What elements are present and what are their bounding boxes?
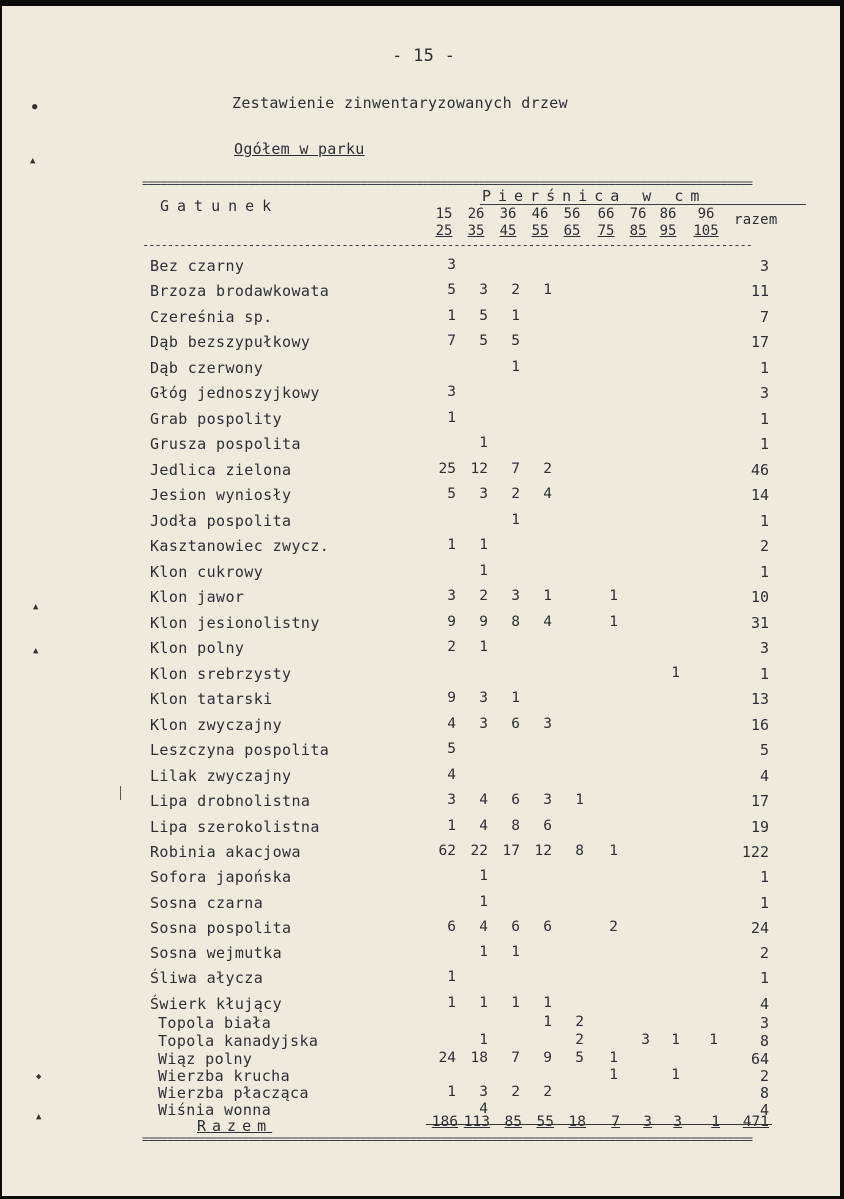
range-start: 46 [531,206,549,222]
count-cell: 7 [511,461,520,477]
species-name: Klon jawor [150,588,245,606]
count-cell: 1 [447,818,456,834]
count-cell: 1 [447,995,456,1011]
species-name: Jodła pospolita [150,512,292,530]
species-name: Grusza pospolita [150,435,301,453]
row-total: 3 [759,257,769,275]
species-name: Czereśnia sp. [150,308,273,326]
species-name: Wierzba krucha [158,1067,291,1085]
count-cell: 8 [511,818,520,834]
species-name: Lilak zwyczajny [150,767,292,785]
row-total: 10 [750,588,769,606]
count-cell: 9 [447,614,456,630]
count-cell: 1 [479,995,488,1011]
row-total: 46 [750,461,769,479]
count-cell: 24 [438,1050,456,1066]
count-cell: 3 [479,716,488,732]
count-cell: 3 [447,257,456,273]
range-end: 65 [563,223,581,239]
range-start: 96 [697,206,715,222]
header-bottom-rule: -------------------------------------------------------------------------------------------------- [142,238,753,252]
count-cell: 22 [470,843,488,859]
count-cell: 3 [543,716,552,732]
species-name: Głóg jednoszyjkowy [150,384,320,402]
range-end: 75 [597,223,615,239]
count-cell: 6 [447,919,456,935]
row-total: 19 [750,818,769,836]
species-name: Topola biała [158,1014,272,1032]
count-cell: 1 [447,308,456,324]
count-cell: 2 [511,282,520,298]
species-name: Klon zwyczajny [150,716,283,734]
row-total: 17 [750,333,769,351]
count-cell: 1 [543,282,552,298]
count-cell: 1 [609,1050,618,1066]
count-cell: 1 [671,665,680,681]
column-total: 1 [711,1114,720,1130]
row-total: 1 [759,512,769,530]
species-name: Dąb bezszypułkowy [150,333,311,351]
row-total: 2 [759,1067,769,1085]
margin-dot: ● [32,102,38,112]
species-name: Kasztanowiec zwycz. [150,537,330,555]
range-start: 56 [563,206,581,222]
count-cell: 5 [511,333,520,349]
count-cell: 5 [447,741,456,757]
range-start: 26 [467,206,485,222]
species-name: Sosna czarna [150,894,264,912]
count-cell: 2 [609,919,618,935]
count-cell: 2 [543,461,552,477]
count-cell: 2 [479,588,488,604]
species-name: Świerk kłujący [150,995,283,1013]
species-name: Wiąz polny [158,1050,253,1068]
count-cell: 1 [511,690,520,706]
count-cell: 1 [479,894,488,910]
margin-dot: ▲ [30,156,36,166]
count-cell: 1 [609,588,618,604]
count-cell: 1 [479,563,488,579]
bottom-double-rule: ================================================================================================== [142,1132,753,1146]
column-total: 113 [463,1114,490,1130]
count-cell: 1 [447,1084,456,1100]
species-name: Sofora japońska [150,868,292,886]
row-total: 24 [750,919,769,937]
range-start: 76 [629,206,647,222]
margin-dot: ◆ [36,1072,42,1082]
column-total: 18 [568,1114,586,1130]
row-total: 4 [759,1101,769,1119]
range-end: 25 [435,223,453,239]
species-name: Wiśnia wonna [158,1101,272,1119]
count-cell: 4 [479,792,488,808]
species-name: Klon tatarski [150,690,273,708]
count-cell: 6 [543,919,552,935]
count-cell: 5 [575,1050,584,1066]
species-name: Klon jesionolistny [150,614,320,632]
species-name: Topola kanadyjska [158,1032,319,1050]
row-total: 3 [759,1014,769,1032]
row-total: 1 [759,665,769,683]
row-total: 4 [759,767,769,785]
row-total: 31 [750,614,769,632]
count-cell: 1 [511,359,520,375]
count-cell: 3 [511,588,520,604]
count-cell: 8 [575,843,584,859]
count-cell: 1 [543,588,552,604]
count-cell: 8 [511,614,520,630]
row-total: 11 [750,282,769,300]
count-cell: 1 [447,537,456,553]
count-cell: 3 [479,690,488,706]
row-total: 64 [750,1050,769,1068]
count-cell: 1 [511,512,520,528]
count-cell: 1 [479,944,488,960]
count-cell: 4 [447,716,456,732]
range-start: 66 [597,206,615,222]
count-cell: 1 [609,614,618,630]
column-total: 55 [536,1114,554,1130]
range-end: 45 [499,223,517,239]
count-cell: 1 [511,995,520,1011]
count-cell: 4 [543,486,552,502]
range-start: 86 [659,206,677,222]
column-total: 186 [431,1114,458,1130]
total-column-header: razem [734,212,778,228]
range-start: 36 [499,206,517,222]
row-total: 8 [759,1032,769,1050]
range-end: 105 [693,223,719,239]
count-cell: 1 [575,792,584,808]
species-name: Dąb czerwony [150,359,264,377]
grand-total: 471 [742,1114,769,1130]
count-cell: 9 [479,614,488,630]
row-total: 122 [741,843,769,861]
row-total: 5 [759,741,769,759]
species-column-header: Gatunek [160,197,280,215]
range-end: 95 [659,223,677,239]
diameter-group-header: Pierśnica w cm [482,187,707,205]
count-cell: 12 [470,461,488,477]
margin-dot: ▲ [33,646,39,656]
count-cell: 1 [511,944,520,960]
species-name: Robinia akacjowa [150,843,301,861]
species-name: Sosna pospolita [150,919,292,937]
row-total: 1 [759,435,769,453]
count-cell: 3 [447,588,456,604]
row-total: 1 [759,868,769,886]
count-cell: 3 [479,486,488,502]
species-name: Bez czarny [150,257,245,275]
column-total: 85 [504,1114,522,1130]
count-cell: 6 [543,818,552,834]
document-page [2,6,840,1196]
count-cell: 5 [479,333,488,349]
column-total: 3 [673,1114,682,1130]
document-title: Zestawienie zinwentaryzowanych drzew [232,94,568,112]
count-cell: 4 [479,919,488,935]
count-cell: 12 [534,843,552,859]
count-cell: 1 [511,308,520,324]
row-total: 4 [759,995,769,1013]
row-total: 1 [759,563,769,581]
species-name: Grab pospolity [150,410,283,428]
margin-mark [120,786,121,800]
range-end: 35 [467,223,485,239]
document-subtitle: Ogółem w parku [234,140,365,158]
count-cell: 1 [543,995,552,1011]
count-cell: 1 [479,435,488,451]
count-cell: 17 [502,843,520,859]
range-end: 85 [629,223,647,239]
row-total: 14 [750,486,769,504]
species-name: Lipa drobnolistna [150,792,311,810]
page-number: - 15 - [392,46,456,66]
count-cell: 5 [447,282,456,298]
row-total: 1 [759,894,769,912]
count-cell: 3 [447,792,456,808]
species-name: Jedlica zielona [150,461,292,479]
row-total: 1 [759,359,769,377]
species-name: Klon srebrzysty [150,665,292,683]
count-cell: 3 [543,792,552,808]
count-cell: 2 [575,1014,584,1030]
count-cell: 7 [447,333,456,349]
count-cell: 1 [671,1067,680,1083]
count-cell: 9 [447,690,456,706]
count-cell: 3 [479,1084,488,1100]
row-total: 2 [759,944,769,962]
count-cell: 2 [447,639,456,655]
count-cell: 1 [479,537,488,553]
row-total: 2 [759,537,769,555]
count-cell: 1 [479,868,488,884]
count-cell: 2 [543,1084,552,1100]
count-cell: 4 [479,1101,488,1117]
row-total: 1 [759,969,769,987]
row-total: 17 [750,792,769,810]
diameter-header-rule [480,204,806,205]
count-cell: 1 [609,843,618,859]
row-total: 1 [759,410,769,428]
count-cell: 4 [447,767,456,783]
top-double-rule: ================================================================================================== [142,176,753,190]
count-cell: 1 [479,1032,488,1048]
row-total: 3 [759,384,769,402]
count-cell: 4 [479,818,488,834]
count-cell: 5 [479,308,488,324]
margin-dot: ▲ [36,1112,42,1122]
species-name: Leszczyna pospolita [150,741,330,759]
species-name: Sosna wejmutka [150,944,283,962]
species-name: Klon polny [150,639,245,657]
count-cell: 25 [438,461,456,477]
count-cell: 2 [511,486,520,502]
count-cell: 6 [511,919,520,935]
count-cell: 2 [575,1032,584,1048]
count-cell: 1 [479,639,488,655]
totals-label: Razem [197,1117,273,1135]
count-cell: 2 [511,1084,520,1100]
count-cell: 18 [470,1050,488,1066]
count-cell: 7 [511,1050,520,1066]
count-cell: 3 [479,282,488,298]
count-cell: 1 [447,969,456,985]
count-cell: 1 [709,1032,718,1048]
row-total: 13 [750,690,769,708]
count-cell: 4 [543,614,552,630]
count-cell: 9 [543,1050,552,1066]
count-cell: 1 [543,1014,552,1030]
count-cell: 1 [447,410,456,426]
count-cell: 6 [511,792,520,808]
range-start: 15 [435,206,453,222]
species-name: Lipa szerokolistna [150,818,320,836]
species-name: Jesion wyniosły [150,486,292,504]
row-total: 8 [759,1084,769,1102]
count-cell: 1 [671,1032,680,1048]
range-end: 55 [531,223,549,239]
column-total: 7 [611,1114,620,1130]
row-total: 16 [750,716,769,734]
count-cell: 62 [438,843,456,859]
row-total: 7 [759,308,769,326]
row-total: 3 [759,639,769,657]
count-cell: 1 [609,1067,618,1083]
margin-dot: ▲ [33,602,39,612]
species-name: Klon cukrowy [150,563,264,581]
count-cell: 6 [511,716,520,732]
species-name: Śliwa ałycza [150,969,264,987]
count-cell: 3 [447,384,456,400]
count-cell: 3 [641,1032,650,1048]
count-cell: 5 [447,486,456,502]
species-name: Wierzba płacząca [158,1084,309,1102]
column-total: 3 [643,1114,652,1130]
species-name: Brzoza brodawkowata [150,282,330,300]
